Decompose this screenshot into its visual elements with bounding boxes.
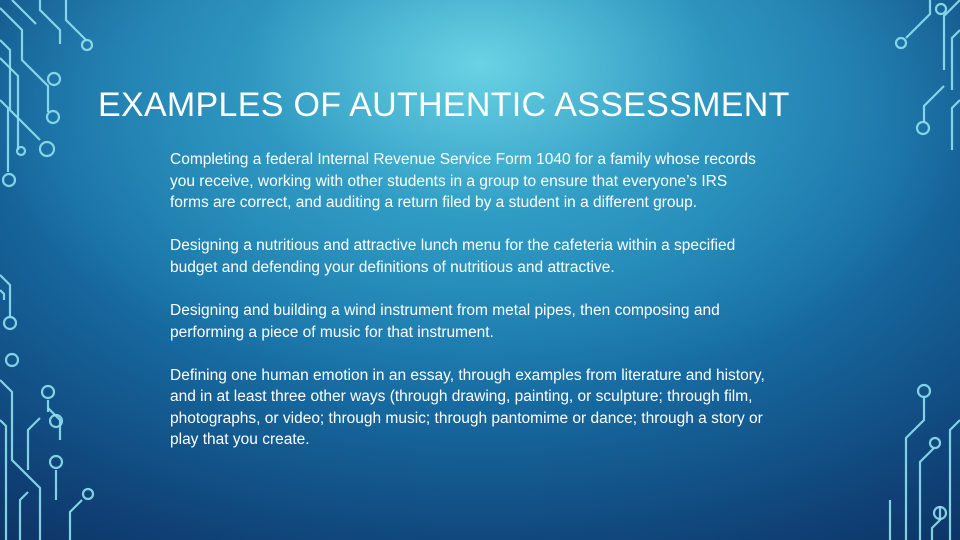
circuit-right-top	[896, 0, 960, 150]
example-human-emotion: Defining one human emotion in an essay, through examples from literature and history, and in at least three other ways (through drawing, painting, or sculpture; through film, photographs, or video; through music; through pantomime or dance; through a story or play that you create.	[170, 366, 765, 449]
example-lunch-menu: Designing a nutritious and attractive lunch menu for the cafeteria within a specified budget and defending your definitions of nutritious and attractive.	[170, 237, 736, 276]
examples-list	[170, 149, 770, 473]
circuit-left-bottom	[0, 275, 93, 540]
example-irs-form: Completing a federal Internal Revenue Service Form 1040 for a family whose records you receive, working with other students in a group to ensure that everyone’s IRS forms are correct, and auditing a return filed by a student in a different group.	[170, 151, 756, 212]
slide-title: EXAMPLES OF AUTHENTIC ASSESSMENT	[98, 86, 790, 124]
example-wind-instrument: Designing and building a wind instrument from metal pipes, then composing and performing a piece of music for that instrument.	[170, 301, 720, 341]
circuit-left-top	[0, 0, 92, 186]
circuit-right-bottom	[890, 385, 960, 540]
